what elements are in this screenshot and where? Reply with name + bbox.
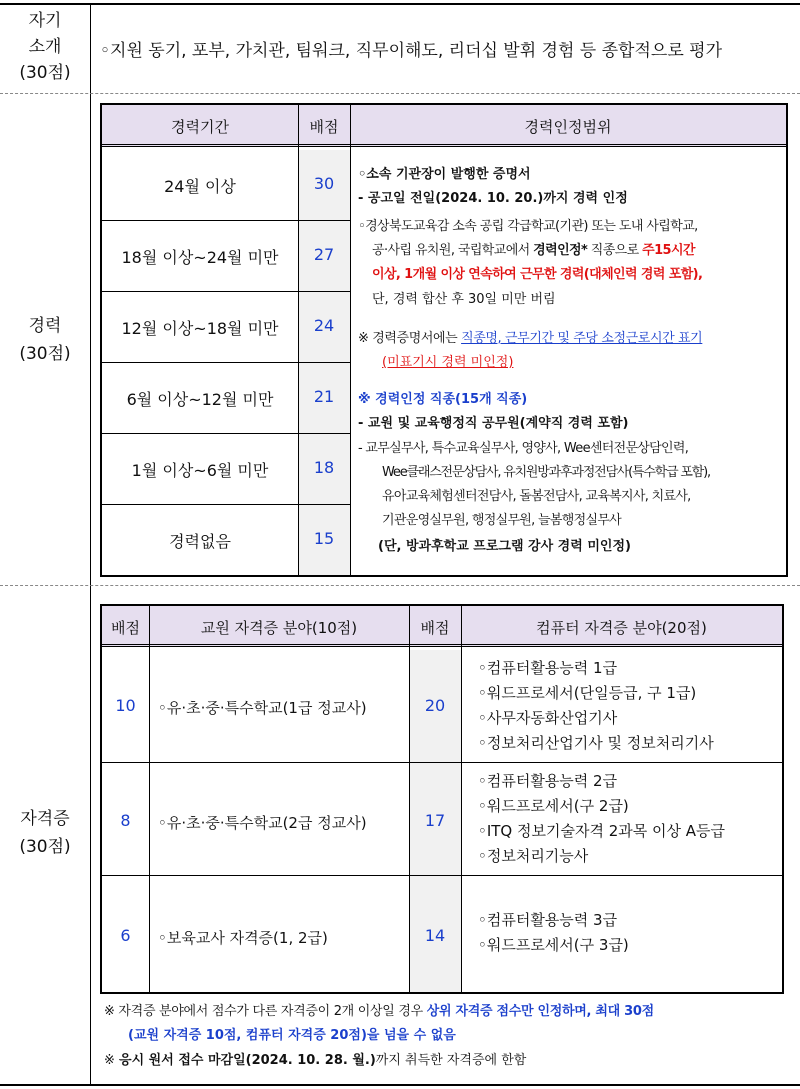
table-row bbox=[102, 505, 350, 575]
label-divider bbox=[90, 4, 91, 1085]
career-header-period: 경력기간 bbox=[171, 118, 229, 136]
scope-line bbox=[358, 327, 702, 346]
list-item: ◦워드프로세서(구 2급) bbox=[478, 797, 629, 815]
career-label-line2: (30점) bbox=[19, 344, 71, 364]
career-header-scope: 경력인정범위 bbox=[524, 118, 612, 136]
col-divider bbox=[350, 105, 351, 575]
list-item: ◦사무자동화산업기사 bbox=[478, 709, 618, 727]
scope-line bbox=[372, 239, 695, 258]
career-label bbox=[0, 312, 90, 368]
intro-label-line1: 자기 bbox=[28, 11, 62, 31]
career-period: 18월 이상~24월 미만 bbox=[121, 248, 279, 267]
list-item: ◦정보처리기능사 bbox=[478, 847, 589, 865]
career-period: 24월 이상 bbox=[164, 177, 236, 196]
career-table bbox=[100, 103, 788, 577]
teacher-cert: ◦보육교사 자격증(1, 2급) bbox=[158, 929, 328, 947]
table-row bbox=[102, 221, 350, 292]
teacher-score: 6 bbox=[120, 926, 131, 945]
career-score: 21 bbox=[313, 387, 335, 406]
scope-text: 주15시간 bbox=[642, 243, 695, 258]
career-period: 12월 이상~18월 미만 bbox=[121, 319, 279, 338]
computer-score: 17 bbox=[424, 811, 446, 830]
career-score: 18 bbox=[313, 458, 335, 477]
career-scope bbox=[356, 105, 784, 575]
career-period: 경력없음 bbox=[169, 532, 231, 551]
scope-line: ※ 경력인정 직종(15개 직종) bbox=[358, 392, 528, 407]
scope-text: 직종으로 bbox=[587, 243, 643, 258]
cert-note: (교원 자격증 10점, 컴퓨터 자격증 20점)을 넘을 수 없음 bbox=[128, 1028, 456, 1043]
computer-cert-list bbox=[478, 769, 725, 869]
table-row bbox=[102, 763, 782, 876]
career-label-line1: 경력 bbox=[28, 316, 62, 336]
scope-line: 단, 경력 합산 후 30일 미만 버림 bbox=[372, 292, 556, 307]
cert-header-row bbox=[102, 606, 782, 647]
row-separator bbox=[0, 585, 800, 586]
career-score: 24 bbox=[313, 316, 335, 335]
list-item: ◦ITQ 정보기술자격 2과목 이상 A등급 bbox=[478, 822, 725, 840]
intro-text: ◦지원 동기, 포부, 가치관, 팀워크, 직무이해도, 리더십 발휘 경험 등 종합적으로 평가 bbox=[100, 41, 722, 61]
list-item: ◦워드프로세서(구 3급) bbox=[478, 936, 629, 954]
note-text: 상위 자격증 점수만 인정하며, 최대 30점 bbox=[426, 1004, 654, 1019]
list-item: ◦워드프로세서(단일등급, 구 1급) bbox=[478, 684, 697, 702]
list-item: ◦컴퓨터활용능력 3급 bbox=[478, 911, 618, 929]
table-row bbox=[102, 876, 782, 992]
cert-header-computer-score: 배점 bbox=[420, 619, 450, 637]
list-item: ◦컴퓨터활용능력 2급 bbox=[478, 772, 618, 790]
scope-text: 이상, 1개월 이상 연속하여 근무한 경력 bbox=[372, 267, 584, 282]
computer-score: 20 bbox=[424, 696, 446, 715]
scope-line: Wee클래스전문상담사, 유치원방과후과정전담사(특수학급 포함), bbox=[382, 465, 710, 480]
cert-header-teacher: 교원 자격증 분야(10점) bbox=[200, 619, 358, 637]
table-row bbox=[102, 434, 350, 505]
cert-header-teacher-score: 배점 bbox=[111, 619, 140, 637]
computer-cert-list bbox=[478, 908, 629, 958]
table-row bbox=[102, 363, 350, 434]
cert-label-line2: (30점) bbox=[19, 837, 71, 857]
scope-line: - 교원 및 교육행정직 공무원(계약직 경력 포함) bbox=[358, 416, 629, 431]
cert-label bbox=[0, 805, 90, 861]
table-row bbox=[102, 650, 782, 763]
scope-line: ◦소속 기관장이 발행한 증명서 bbox=[358, 167, 531, 182]
career-period: 1월 이상~6월 미만 bbox=[131, 461, 269, 480]
scope-line: 유아교육체험센터전담사, 돌봄전담사, 교육복지사, 치료사, bbox=[382, 489, 691, 504]
teacher-score: 8 bbox=[120, 811, 131, 830]
note-text: ※ bbox=[104, 1053, 120, 1068]
note-text: 까지 취득한 자격증에 한함 bbox=[375, 1053, 527, 1068]
row-separator bbox=[0, 93, 800, 94]
career-score: 27 bbox=[313, 245, 335, 264]
note-text: 응시 원서 접수 마감일(2024. 10. 28. 월.) bbox=[119, 1053, 376, 1068]
computer-score: 14 bbox=[424, 926, 446, 945]
scope-text: (대체인력 경력 포함), bbox=[583, 267, 703, 282]
scope-text: 공·사립 유치원, 국립학교에서 bbox=[372, 243, 534, 258]
scope-line bbox=[372, 263, 702, 282]
cert-label-line1: 자격증 bbox=[20, 809, 70, 829]
scope-line: (미표기시 경력 미인정) bbox=[382, 355, 514, 370]
intro-label bbox=[0, 8, 90, 86]
intro-label-line3: (30점) bbox=[19, 63, 71, 83]
career-score: 15 bbox=[313, 529, 335, 548]
cert-note bbox=[104, 1000, 654, 1019]
scope-line: - 교무실무사, 특수교육실무사, 영양사, Wee센터전문상담인력, bbox=[358, 441, 689, 456]
note-text: ※ 자격증 분야에서 점수가 다른 자격증이 2개 이상일 경우 bbox=[104, 1004, 427, 1019]
career-score: 30 bbox=[313, 174, 335, 193]
cert-note bbox=[104, 1049, 526, 1068]
scope-text: 직종명, 근무기간 및 주당 소정근로시간 표기 bbox=[461, 331, 703, 346]
scope-text: ※ 경력증명서에는 bbox=[358, 331, 462, 346]
career-header-score: 배점 bbox=[309, 118, 339, 136]
scope-line: 기관운영실무원, 행정실무원, 늘봄행정실무사 bbox=[382, 513, 622, 528]
scope-line: (단, 방과후학교 프로그램 강사 경력 미인정) bbox=[378, 539, 631, 554]
teacher-cert: ◦유·초·중·특수학교(2급 정교사) bbox=[158, 814, 367, 832]
table-row bbox=[102, 150, 350, 221]
scope-text: 경력인정* bbox=[533, 243, 588, 258]
computer-cert-list bbox=[478, 656, 714, 756]
list-item: ◦정보처리산업기사 및 정보처리기사 bbox=[478, 734, 714, 752]
scope-line: - 공고일 전일(2024. 10. 20.)까지 경력 인정 bbox=[358, 191, 628, 206]
teacher-score: 10 bbox=[115, 696, 136, 715]
list-item: ◦컴퓨터활용능력 1급 bbox=[478, 659, 618, 677]
cert-table bbox=[100, 604, 784, 994]
cert-header-computer: 컴퓨터 자격증 분야(20점) bbox=[536, 619, 707, 637]
scope-line: ◦경상북도교육감 소속 공립 각급학교(기관) 또는 도내 사립학교, bbox=[358, 219, 698, 234]
table-row bbox=[102, 292, 350, 363]
intro-label-line2: 소개 bbox=[28, 37, 62, 57]
career-period: 6월 이상~12월 미만 bbox=[126, 390, 274, 409]
teacher-cert: ◦유·초·중·특수학교(1급 정교사) bbox=[158, 699, 367, 717]
